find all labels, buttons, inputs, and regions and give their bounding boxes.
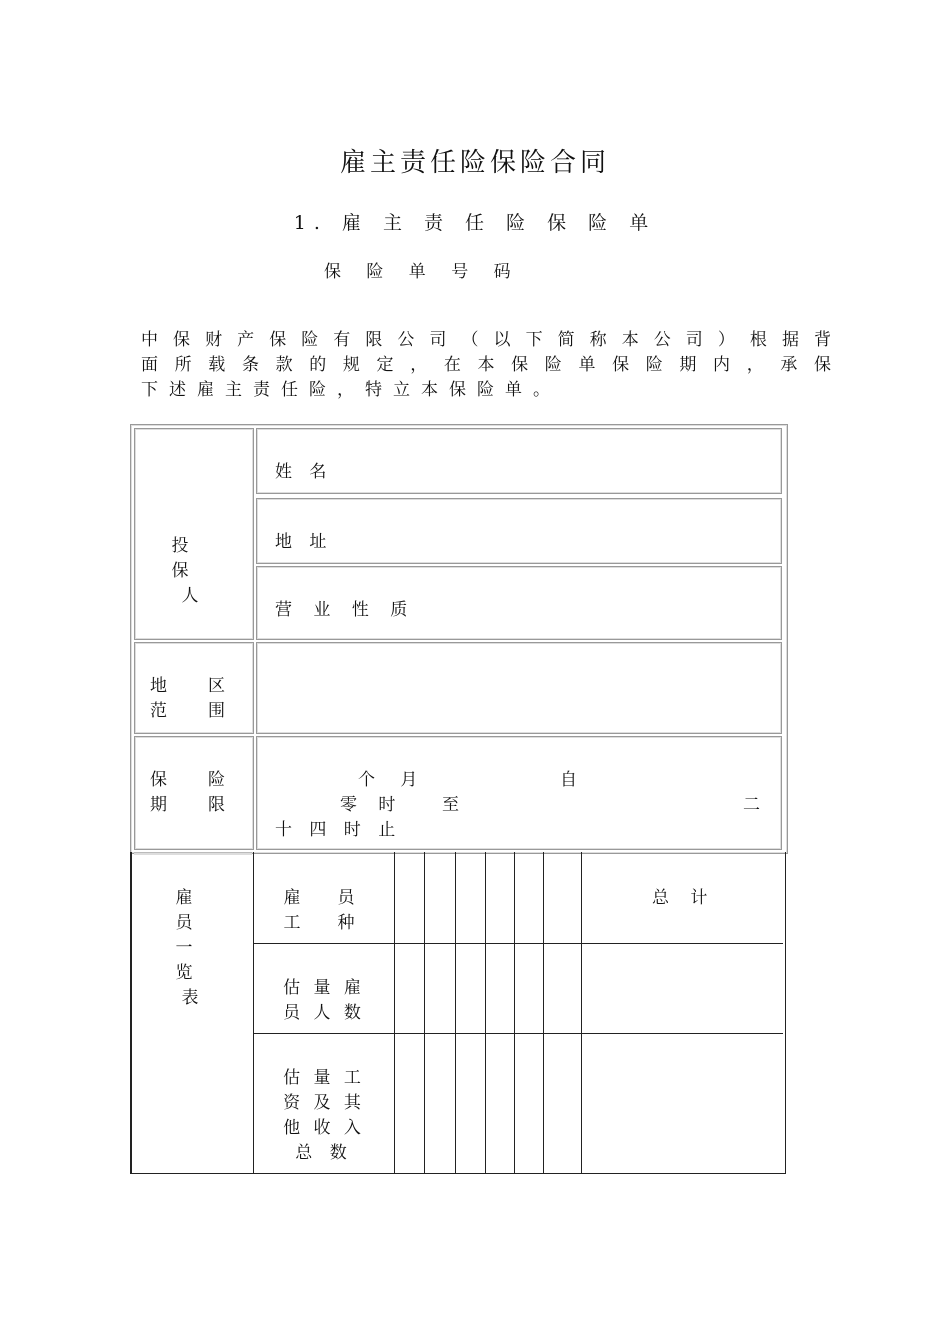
col-line-7 [581, 852, 582, 1174]
name-label: 姓 名 [275, 462, 333, 482]
col-line-1 [394, 852, 395, 1174]
policy-form [130, 424, 788, 1176]
col-line-5 [514, 852, 515, 1174]
employee-count-label: 估 量 雇 员 人 数 [283, 978, 365, 1023]
period-label: 保 险 期 限 [150, 770, 237, 815]
job-type-label: 雇 员 工 种 [283, 888, 365, 933]
period-to: 至 [442, 795, 459, 815]
table-left-border [130, 852, 132, 1174]
wage-total-label: 估 量 工 资 及 其 他 收 入 总 数 [283, 1068, 365, 1163]
total-label: 总 计 [652, 888, 716, 908]
intro-line-3: 下述雇主责任险，特立本保险单。 [141, 380, 561, 400]
applicant-label: 投 保 人 [171, 536, 246, 606]
col-line-3 [455, 852, 456, 1174]
intro-line-1: 中保财产保险有限公司（以下简称本公司）根据背 [141, 330, 831, 350]
period-months: 个 月 [358, 770, 428, 790]
policy-number-label: 保 险 单 号 码 [324, 262, 521, 282]
name-field[interactable] [256, 428, 782, 494]
table-row-1-bottom [253, 943, 783, 944]
period-from: 自 [560, 770, 577, 790]
col-line-6 [543, 852, 544, 1174]
employee-col-divider [253, 852, 254, 1174]
period-end: 十 四 时 止 [275, 820, 402, 840]
address-field[interactable] [256, 498, 782, 564]
employee-label-top [134, 852, 252, 855]
period-zero-hour: 零 时 [340, 795, 404, 815]
table-bottom-border [130, 1173, 786, 1174]
intro-line-2: 面所载条款的规定，在本保险单保险期内，承保 [141, 355, 831, 375]
employee-list-label: 雇 员 一 览 表 [175, 888, 234, 1008]
period-two: 二 [743, 795, 760, 815]
col-line-2 [424, 852, 425, 1174]
business-nature-label: 营 业 性 质 [275, 600, 416, 620]
document-title: 雇主责任险保险合同 [339, 148, 610, 178]
region-field[interactable] [256, 642, 782, 734]
region-label: 地 区 范 围 [150, 676, 237, 721]
table-row-2-bottom [253, 1033, 783, 1034]
col-line-4 [485, 852, 486, 1174]
address-label: 地 址 [275, 532, 333, 552]
policy-subtitle: 1. 雇 主 责 任 险 保 险 单 [293, 212, 657, 234]
table-right-border [785, 852, 786, 1174]
